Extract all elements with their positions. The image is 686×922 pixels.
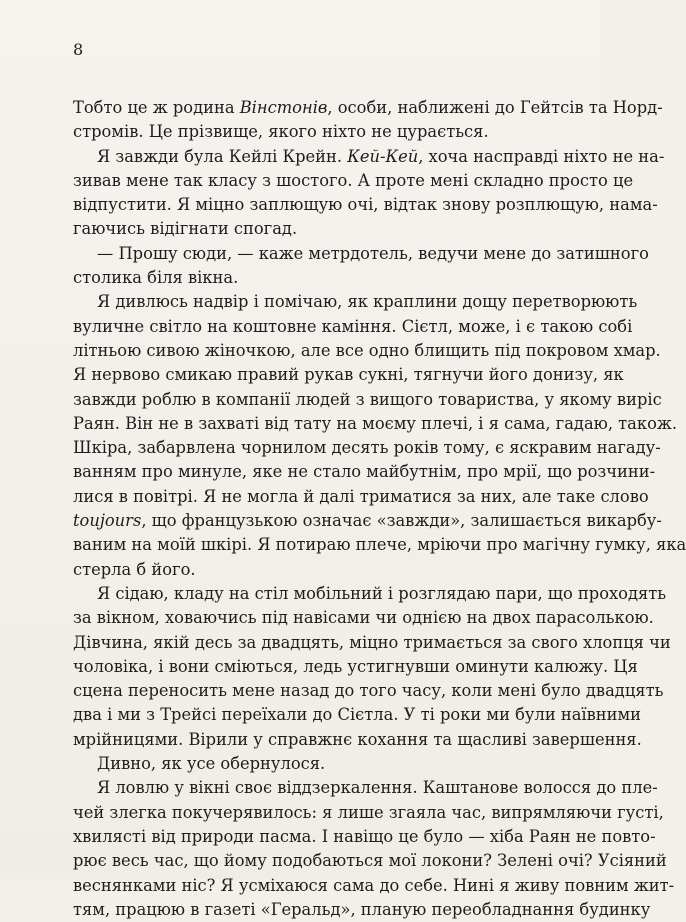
- text-line: Раян. Він не в захваті від тату на моєму плечі, і я сама, гадаю, також.: [73, 413, 678, 433]
- text-line: веснянками ніс? Я усміхаюся сама до себе. Нині я живу повним жит-: [73, 875, 675, 895]
- text-line: за вікном, ховаючись під навісами чи однією на двох парасолькою.: [73, 608, 654, 628]
- text-line: рює весь час, що йому подобаються мої локони? Зелені очі? Усіяний: [73, 851, 667, 871]
- page-number: 8: [73, 40, 84, 59]
- text-line: ваним на моїй шкірі. Я потираю плече, мріючи про магічну гумку, яка: [73, 535, 686, 555]
- text-line: ванням про минуле, яке не стало майбутнім, про мрії, що розчини-: [73, 462, 656, 482]
- text-line: чей злегка покучерявилось: я лише згаяла час, випрямляючи густі,: [73, 802, 664, 822]
- text-line: toujours, що французькою означає «завжди», залишається викарбу-: [73, 511, 662, 531]
- text-line: лися в повітрі. Я не могла й далі триматися за них, але таке слово: [73, 486, 649, 506]
- text-line: Я сідаю, кладу на стіл мобільний і розглядаю пари, що проходять: [97, 583, 667, 603]
- text-line: Дівчина, якій десь за двадцять, міцно тримається за свого хлопця чи: [73, 632, 671, 652]
- text-line: чоловіка, і вони сміються, ледь устигнувши оминути калюжу. Ця: [73, 656, 638, 676]
- text-line: вуличне світло на коштовне каміння. Сієтл, може, і є такою собі: [73, 316, 633, 336]
- text-line: Я дивлюсь надвір і помічаю, як краплини дощу перетворюють: [97, 292, 638, 312]
- text-line: Дивно, як усе обернулося.: [97, 754, 326, 774]
- text-line: Я нервово смикаю правий рукав сукні, тягнучи його донизу, як: [73, 365, 624, 385]
- text-line: сцена переносить мене назад до того часу, коли мені було двадцять: [73, 681, 664, 701]
- body-text: [73, 96, 686, 922]
- text-line: стромів. Це прізвище, якого ніхто не цурається.: [73, 122, 489, 142]
- text-line: відпустити. Я міцно заплющую очі, відтак знову розплющую, нама-: [73, 195, 658, 215]
- text-line: зивав мене так класу з шостого. А проте мені складно просто це: [73, 170, 634, 190]
- text-line: мрійницями. Вірили у справжнє кохання та щасливі завершення.: [73, 729, 642, 749]
- text-line: завжди роблю в компанії людей з вищого товариства, у якому виріс: [73, 389, 662, 409]
- text-line: столика біля вікна.: [73, 268, 239, 288]
- text-line: Я завжди була Кейлі Крейн. Кей-Кей, хоча насправді ніхто не на-: [97, 146, 665, 166]
- text-line: гаючись відігнати спогад.: [73, 219, 298, 239]
- text-line: Тобто це ж родина Вінстонів, особи, наближені до Гейтсів та Норд-: [73, 98, 663, 117]
- text-line: два і ми з Трейсі переїхали до Сієтла. У ті роки ми були наївними: [73, 705, 642, 725]
- text-line: тям, працюю в газеті «Геральд», планую переобладнання будинку: [73, 899, 651, 919]
- text-line: Я ловлю у вікні своє віддзеркалення. Каштанове волосся до пле-: [97, 778, 658, 798]
- text-line: Шкіра, забарвлена чорнилом десять років тому, є яскравим нагаду-: [73, 438, 661, 458]
- text-line: стерла б його.: [73, 559, 196, 579]
- text-line: хвилясті від природи пасма. І навіщо це було — хіба Раян не повто-: [73, 826, 656, 846]
- text-line: літньою сивою жіночкою, але все одно блищить під покровом хмар.: [73, 340, 661, 360]
- text-line: — Прошу сюди, — каже метрдотель, ведучи мене до затишного: [97, 243, 649, 263]
